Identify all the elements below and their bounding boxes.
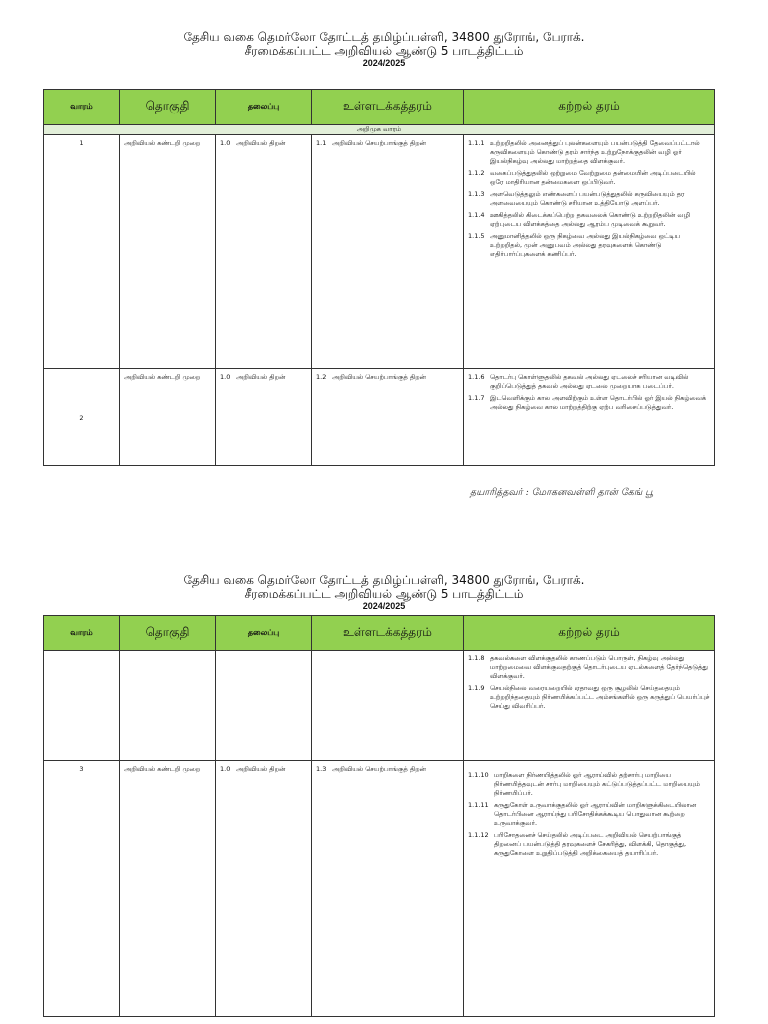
week-number: 3 bbox=[79, 765, 84, 773]
content-number: 1.3 bbox=[316, 765, 327, 773]
col-content-standard: உள்ளடக்கத்தரம் bbox=[312, 616, 464, 651]
table-header-row bbox=[44, 616, 715, 651]
col-content-standard: உள்ளடக்கத்தரம் bbox=[312, 90, 464, 125]
list-item: 1.1.12 பரிசோதனைச் செய்தலில் அடிப்படை அறிவியல் செயற்பாங்குத் திறனைப் பயன்படுத்தி தரவுகளைச் சேகரித்து, விளக்கி, தொகுத்து, கருதுகோளை உறுதிப்படுத்தி அறிக்கையைத் தயாரிப்பர். bbox=[468, 831, 687, 857]
list-item: 1.1.9 செயல்நிலை வரையறையில் ஏதாவது ஒரு சூழலில் செய்ததையும் உற்றறிந்ததையும் நிர்ணயிக்கப்பட்ட அம்சங்களில் ஒரு கருத்துப் பெயர்ப்புச் செய்து விவரிப்பர். bbox=[468, 684, 710, 710]
school-name: தேசிய வகை தெமர்லோ தோட்டத் தமிழ்ப்பள்ளி, 34800 துரோங், பேராக். bbox=[183, 30, 585, 44]
topic-name: அறிவியல் திறன் bbox=[236, 373, 286, 381]
syllabus-title: சீரமைக்கப்பட்ட அறிவியல் ஆண்டு 5 பாடத்திட்டம் bbox=[244, 587, 524, 601]
table-header-row bbox=[44, 90, 715, 125]
table-row bbox=[44, 135, 715, 369]
topic-name: அறிவியல் திறன் bbox=[236, 765, 286, 773]
school-name: தேசிய வகை தெமர்லோ தோட்டத் தமிழ்ப்பள்ளி, 34800 துரோங், பேராக். bbox=[183, 573, 585, 587]
list-item: 1.1.8 தகவல்களை விளக்குதலில் காணப்படும் பொருள், நிகழ்வு அல்லது மாற்றமைவை விளக்குவதற்குத் தொடர்புடைய ஏடல்களைத் தேர்ந்தெடுத்து விளக்குவர். bbox=[468, 654, 708, 680]
module-name: அறிவியல் கண்டறி முறை bbox=[124, 765, 201, 773]
document-header bbox=[0, 30, 768, 68]
week-number: 1 bbox=[79, 139, 84, 147]
col-topic: தலைப்பு bbox=[216, 90, 312, 125]
col-module: தொகுதி bbox=[120, 90, 216, 125]
syllabus-title: சீரமைக்கப்பட்ட அறிவியல் ஆண்டு 5 பாடத்திட்டம் bbox=[244, 44, 524, 58]
table-row bbox=[44, 369, 715, 466]
col-module: தொகுதி bbox=[120, 616, 216, 651]
list-item: 1.1.5 அனுமானித்தலில் ஒரு நிகழ்வை அல்லது இயல்நிகழ்வை ஒட்டிய உற்றறிதல், முன் அனுபவம் அல்லது தரவுகளைக் கொண்டு எதிர்பார்ப்புகளைக் கணிப்பர். bbox=[468, 232, 681, 258]
module-name: அறிவியல் கண்டறி முறை bbox=[124, 373, 201, 381]
table-row bbox=[44, 761, 715, 1017]
content-number: 1.2 bbox=[316, 373, 327, 381]
lesson-plan-table bbox=[43, 615, 715, 1017]
content-name: அறிவியல் செயற்பாங்குத் திறன் bbox=[332, 139, 426, 147]
content-number: 1.1 bbox=[316, 139, 327, 147]
list-item: 1.1.1 உற்றறிதலில் அனைத்துப் புலன்களையும் பயன்படுத்தி தேவைப்பட்டால் கருவிகளையும் கொண்டு தரம் சார்ந்த உற்றுநோக்குதலின் வழி ஓர் இயல்நிகழ்வு அல்லது மாற்றத்தை விளக்குவர். bbox=[468, 139, 700, 165]
col-topic: தலைப்பு bbox=[216, 616, 312, 651]
topic-number: 1.0 bbox=[220, 765, 231, 773]
topic-name: அறிவியல் திறன் bbox=[236, 139, 286, 147]
learning-standards-list bbox=[464, 651, 714, 716]
intro-week-banner bbox=[44, 125, 715, 135]
list-item: 1.1.7 இடவெளிக்கும் கால அளவிற்கும் உள்ள தொடர்பில் ஓர் இயல் நிகழ்வைக் அல்லது நிகழ்வை கால மாற்றத்திற்கு ஏற்ப வரிசைப்படுத்துவர். bbox=[468, 394, 707, 411]
list-item: 1.1.3 அளவெடுத்தலும் எண்களைப் பயன்படுத்துதலில் கருவியையும் தர அளவையையும் கொண்டு சரியான உத்தியோடு அளப்பர். bbox=[468, 190, 685, 207]
list-item: 1.1.11 கருதுகோள் உருவாக்குதலில் ஓர் ஆராய்வின் மாறிகளுக்கிடையிலான தொடர்பினை ஆராய்ந்து பரிசோதிக்கக்கூடிய பொதுவான கூற்றை உருவாக்குவர். bbox=[468, 801, 697, 827]
list-item: 1.1.10 மாறிகளை நிர்ணயித்தலில் ஓர் ஆராய்வில் தற்சார்பு மாறியை நிர்ணயித்தவுடன் சார்பு மாறியையும் கட்டுப்படுத்தப்பட்ட மாறியையும் நிர்ணயிப்பர். bbox=[468, 771, 700, 797]
week-number: 2 bbox=[79, 413, 84, 422]
academic-year: 2024/2025 bbox=[362, 601, 406, 611]
banner-label: அறிமுக வாரம் bbox=[44, 125, 715, 135]
topic-number: 1.0 bbox=[220, 373, 231, 381]
learning-standards-list bbox=[464, 369, 714, 417]
col-learning-standard: கற்றல் தரம் bbox=[464, 616, 715, 651]
topic-number: 1.0 bbox=[220, 139, 231, 147]
col-week: வாரம் bbox=[44, 90, 120, 125]
col-week: வாரம் bbox=[44, 616, 120, 651]
learning-standards-list bbox=[464, 135, 714, 264]
academic-year: 2024/2025 bbox=[362, 58, 406, 68]
content-name: அறிவியல் செயற்பாங்குத் திறன் bbox=[332, 765, 426, 773]
col-learning-standard: கற்றல் தரம் bbox=[464, 90, 715, 125]
list-item: 1.1.2 வகைப்படுத்துதலில் ஒற்றுமை வேற்றுமை தன்மையின் அடிப்படையில் ஒரே மாதிரியான தன்மைகளை ஒப்பிடுவர். bbox=[468, 169, 696, 186]
table-row bbox=[44, 651, 715, 761]
list-item: 1.1.6 தொடர்பு கொள்ளுதலில் தகவல் அல்லது ஏடலைச் சரியான வடிவில் குறிப்பெடுத்துத் தகவல் அல்லது ஏடலை முறையாக படைப்பர். bbox=[468, 373, 689, 390]
module-name: அறிவியல் கண்டறி முறை bbox=[124, 139, 201, 147]
content-name: அறிவியல் செயற்பாங்குத் திறன் bbox=[332, 373, 426, 381]
prepared-by-signature: தயாரித்தவர் : மோகனவள்ளி தான் கேங் பூ bbox=[470, 487, 654, 498]
lesson-plan-table bbox=[43, 89, 715, 466]
list-item: 1.1.4 ஊகித்தலில் கிடைக்கப்பெற்ற தகவலைக் கொண்டு உற்றறிதலின் வழி ஏற்புடைய விளக்கத்தை அல்லது ஆரம்ப முடிவைக் கூறுவர். bbox=[468, 211, 690, 228]
learning-standards-list bbox=[464, 761, 714, 863]
page-2 bbox=[0, 548, 768, 1024]
document-header bbox=[0, 573, 768, 611]
